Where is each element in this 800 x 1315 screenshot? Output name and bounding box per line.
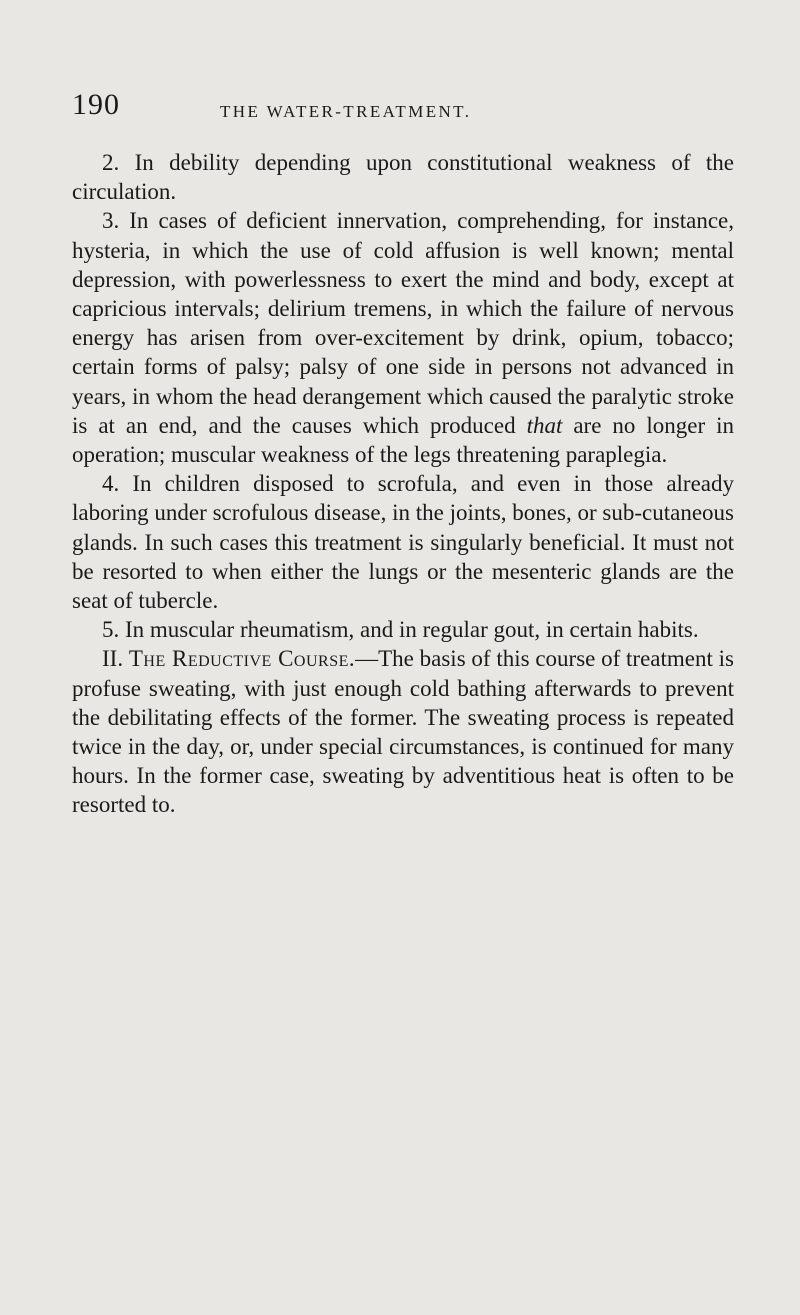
page-header (72, 88, 732, 128)
paragraph-2 (72, 148, 734, 206)
paragraph-reductive-course (72, 644, 734, 819)
paragraph-4-text: 4. In children disposed to scrofula, and even in those already laboring under scrofulous disease, in the joints, bones, or sub-cutaneous glands. In such cases this treatment is singularly beneficial. It must not be resorted to when either the lungs or the mesenteric glands are the seat of tubercle. (72, 471, 734, 614)
paragraph-3-emphasis: that (526, 412, 563, 438)
paragraph-3-text-b: are no longer in operation; muscular weakness of the legs threatening paraplegia. (72, 412, 734, 468)
paragraph-5-text: 5. In muscular rheumatism, and in regular gout, in certain habits. (102, 617, 699, 643)
section-text: —The basis of this course of treatment is profuse sweating, with just enough cold bathing afterwards to prevent the debilitating effects of the former. The sweating process is repeated twice in the day, or, under special circumstances, is continued for many hours. In the former case, sweating by adventitious heat is often to be resorted to. (72, 646, 734, 818)
section-number: II. (102, 646, 129, 672)
section-heading: The Reductive Course. (128, 646, 356, 672)
page-number: 190 (72, 88, 120, 121)
paragraph-2-text: 2. In debility depending upon constitutional weakness of the circulation. (72, 150, 734, 205)
paragraph-5 (72, 615, 734, 644)
body-text (72, 148, 734, 820)
running-title: THE WATER-TREATMENT. (220, 102, 472, 121)
paragraph-3 (72, 206, 734, 469)
paragraph-4 (72, 469, 734, 615)
paragraph-3-text-a: 3. In cases of deficient innervation, comprehending, for instance, hysteria, in which the use of cold affusion is well known; mental depression, with powerlessness to exert the mind and body, except at capricious intervals; delirium tremens, in which the failure of nervous energy has arisen from over-excitement by drink, opium, tobacco; certain forms of palsy; palsy of one side in persons not advanced in years, in whom the head derangement which caused the paralytic stroke is at an end, and the causes which produced (72, 208, 734, 438)
